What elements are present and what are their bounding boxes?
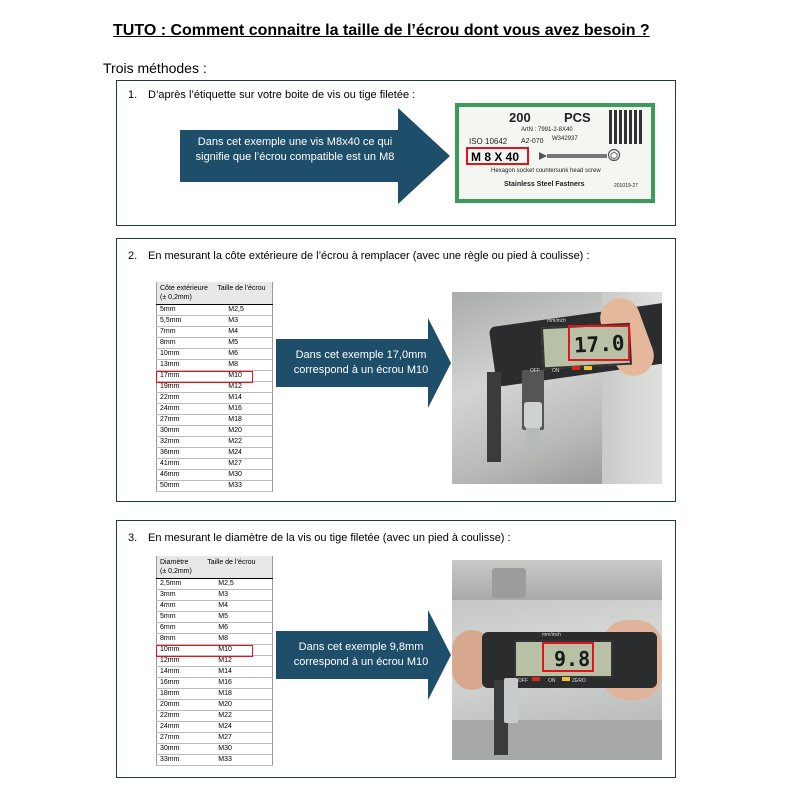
table-cell-measure: 4mm (157, 601, 205, 612)
table-row (157, 437, 273, 448)
label-batch: 201019-27 (614, 183, 638, 189)
label-size-highlight (466, 147, 529, 165)
screw-icon (539, 151, 609, 161)
table-row (157, 667, 273, 678)
label-grade: A2-070 (521, 138, 544, 145)
table-cell-nut-size: M8 (204, 634, 272, 645)
table-cell-nut-size: M2,5 (204, 579, 272, 590)
table-row (157, 426, 273, 437)
table-cell-nut-size: M3 (214, 316, 272, 327)
table-cell-measure: 30mm (157, 744, 205, 755)
table-cell-measure: 27mm (157, 733, 205, 744)
table-cell-measure: 2,5mm (157, 579, 205, 590)
table-cell-measure: 50mm (157, 481, 215, 492)
table-cell-measure: 27mm (157, 415, 215, 426)
label-description: Hexagon socket countersunk head screw (491, 168, 601, 174)
table-cell-nut-size: M14 (214, 393, 272, 404)
table-cell-nut-size: M3 (204, 590, 272, 601)
table-cell-nut-size: M2,5 (214, 305, 272, 316)
table-row-highlight-17mm (156, 371, 253, 383)
table-row (157, 689, 273, 700)
table-cell-nut-size: M27 (214, 459, 272, 470)
table-header-diameter: Diamètre (± 0,2mm) (157, 556, 205, 579)
caliper-reading: 17.0 (573, 331, 626, 358)
table-cell-measure: 14mm (157, 667, 205, 678)
label-code: W342937 (552, 136, 578, 142)
table-row (157, 349, 273, 360)
table-cell-nut-size: M27 (204, 733, 272, 744)
table-cell-nut-size: M16 (214, 404, 272, 415)
table-cell-nut-size: M24 (204, 722, 272, 733)
method-2-arrow-line-1: Dans cet exemple 17,0mm (295, 349, 427, 361)
table-cell-nut-size: M6 (214, 349, 272, 360)
screw-head-icon (607, 148, 621, 162)
method-1-arrow-line-1: Dans cet exemple une vis M8x40 ce qui (197, 136, 393, 148)
table-cell-measure: 17mm (157, 371, 215, 382)
outer-size-table (156, 282, 273, 492)
table-cell-measure: 32mm (157, 437, 215, 448)
table-cell-measure: 18mm (157, 689, 205, 700)
table-cell-nut-size: M33 (204, 755, 272, 766)
table-cell-measure: 41mm (157, 459, 215, 470)
caliper-reading: 9.8 (554, 647, 591, 671)
qr-code-icon (609, 110, 643, 144)
caliper-off-button (532, 677, 540, 681)
table-cell-measure: 12mm (157, 656, 205, 667)
table-row (157, 722, 273, 733)
table-cell-measure: 8mm (157, 634, 205, 645)
table-row (157, 634, 273, 645)
table-cell-measure: 7mm (157, 327, 215, 338)
table-cell-nut-size: M14 (204, 667, 272, 678)
table-cell-nut-size: M8 (214, 360, 272, 371)
caliper-zero-button (584, 366, 592, 370)
table-cell-nut-size: M6 (204, 623, 272, 634)
table-cell-measure: 5mm (157, 305, 215, 316)
table-cell-nut-size: M16 (204, 678, 272, 689)
caliper-zero-button (562, 677, 570, 681)
caliper-photo-screw (452, 560, 662, 760)
table-row (157, 733, 273, 744)
table-cell-nut-size: M30 (214, 470, 272, 481)
table-cell-measure: 36mm (157, 448, 215, 459)
table-cell-nut-size: M20 (204, 700, 272, 711)
table-cell-measure: 22mm (157, 393, 215, 404)
table-cell-nut-size: M4 (204, 601, 272, 612)
screw-box-label (455, 103, 655, 203)
caliper-zero-label: ZERO (572, 678, 586, 684)
table-row (157, 755, 273, 766)
label-quantity: 200 (509, 110, 531, 125)
table-cell-measure: 46mm (157, 470, 215, 481)
caliper-brand: mm/inch (547, 318, 566, 324)
table-cell-nut-size: M20 (214, 426, 272, 437)
table-cell-measure: 3mm (157, 590, 205, 601)
table-row (157, 360, 273, 371)
table-row (157, 316, 273, 327)
caliper-brand: mm/inch (542, 632, 561, 638)
table-cell-nut-size: M10 (214, 371, 272, 382)
table-row (157, 700, 273, 711)
table-cell-nut-size: M18 (204, 689, 272, 700)
table-row (157, 415, 273, 426)
table-row (157, 481, 273, 492)
table-cell-measure: 6mm (157, 623, 205, 634)
table-cell-measure: 8mm (157, 338, 215, 349)
table-cell-nut-size: M12 (204, 656, 272, 667)
method-1-text: D’après l’étiquette sur votre boite de vis ou tige filetée : (148, 89, 416, 101)
caliper-off-label: OFF (518, 678, 528, 684)
caliper-on-label: ON (548, 678, 556, 684)
table-cell-measure: 24mm (157, 404, 215, 415)
caliper-off-button (572, 366, 580, 370)
caliper-reading-highlight (542, 642, 594, 672)
table-row (157, 623, 273, 634)
method-2-arrow (276, 318, 451, 408)
method-3-number: 3. (128, 532, 138, 544)
caliper-on-label: ON (552, 368, 560, 374)
table-row (157, 448, 273, 459)
table-row (157, 590, 273, 601)
table-row (157, 678, 273, 689)
diameter-table (156, 556, 273, 766)
table-cell-nut-size: M18 (214, 415, 272, 426)
table-cell-nut-size: M22 (214, 437, 272, 448)
method-1-arrow-line-2: signifie que l’écrou compatible est un M8 (195, 151, 395, 163)
table-row (157, 470, 273, 481)
table-row (157, 404, 273, 415)
method-2-number: 2. (128, 250, 138, 262)
method-1-number: 1. (128, 89, 138, 101)
caliper-reading-highlight (568, 325, 630, 361)
table-cell-measure: 13mm (157, 360, 215, 371)
table-cell-measure: 19mm (157, 382, 215, 393)
table-cell-measure: 10mm (157, 645, 205, 656)
table-row (157, 393, 273, 404)
table-row-highlight-10mm (156, 645, 253, 657)
table-cell-measure: 20mm (157, 700, 205, 711)
table-header-nut-size: Taille de l’écrou (204, 556, 272, 579)
table-row (157, 459, 273, 470)
label-size: M 8 X 40 (471, 150, 520, 164)
table-row (157, 305, 273, 316)
table-cell-nut-size: M22 (204, 711, 272, 722)
table-cell-nut-size: M10 (204, 645, 272, 656)
table-header-nut-size: Taille de l’écrou (214, 282, 272, 305)
table-row (157, 744, 273, 755)
caliper-off-label: OFF (530, 368, 540, 374)
method-3-arrow-line-2: correspond à un écrou M10 (293, 656, 429, 668)
table-cell-nut-size: M4 (214, 327, 272, 338)
table-row (157, 612, 273, 623)
table-cell-measure: 10mm (157, 349, 215, 360)
table-cell-measure: 22mm (157, 711, 205, 722)
table-row (157, 656, 273, 667)
table-row (157, 601, 273, 612)
page-title: TUTO : Comment connaitre la taille de l’écrou dont vous avez besoin ? (113, 22, 650, 39)
table-cell-nut-size: M24 (214, 448, 272, 459)
table-row (157, 579, 273, 590)
caliper-photo-nut (452, 292, 662, 484)
table-cell-measure: 5mm (157, 612, 205, 623)
label-article: ArtN : 7991-2-8X40 (521, 127, 573, 133)
table-cell-measure: 33mm (157, 755, 205, 766)
table-header-outer-size: Côte extérieure (± 0,2mm) (157, 282, 215, 305)
table-cell-nut-size: M33 (214, 481, 272, 492)
method-1-arrow (180, 108, 450, 204)
label-unit: PCS (564, 110, 591, 125)
table-row (157, 327, 273, 338)
table-cell-measure: 5,5mm (157, 316, 215, 327)
label-brand: Stainless Steel Fastners (504, 181, 585, 188)
intro-text: Trois méthodes : (103, 60, 207, 76)
table-cell-nut-size: M5 (204, 612, 272, 623)
table-row (157, 382, 273, 393)
table-cell-nut-size: M5 (214, 338, 272, 349)
table-cell-measure: 30mm (157, 426, 215, 437)
label-iso: ISO 10642 (469, 137, 508, 146)
table-cell-nut-size: M12 (214, 382, 272, 393)
method-3-text: En mesurant le diamètre de la vis ou tige filetée (avec un pied à coulisse) : (148, 532, 511, 544)
method-2-arrow-line-2: correspond à un écrou M10 (293, 364, 429, 376)
table-cell-nut-size: M30 (204, 744, 272, 755)
table-row (157, 338, 273, 349)
table-cell-measure: 16mm (157, 678, 205, 689)
method-2-text: En mesurant la côte extérieure de l’écrou à remplacer (avec une règle ou pied à coulisse) : (148, 250, 590, 262)
table-row (157, 711, 273, 722)
method-3-arrow (276, 610, 451, 700)
method-3-arrow-line-1: Dans cet exemple 9,8mm (298, 641, 424, 653)
table-cell-measure: 24mm (157, 722, 205, 733)
